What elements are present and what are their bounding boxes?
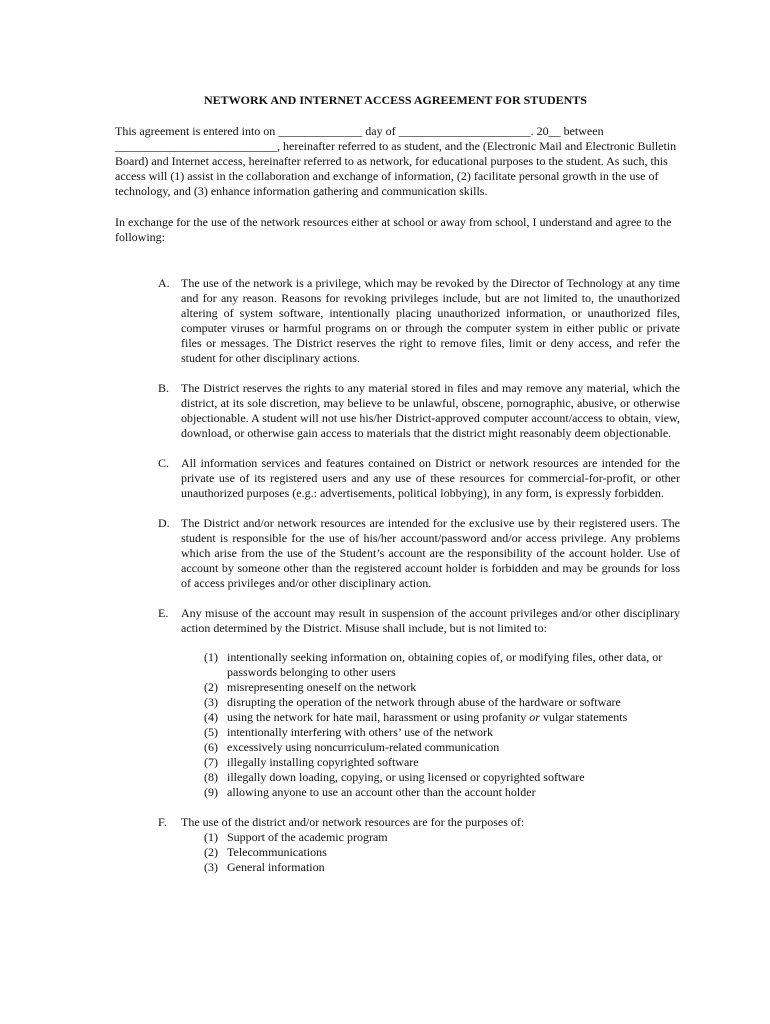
purpose-number: (2) [204,845,218,859]
purpose-item [181,845,680,860]
misuse-number: (5) [204,725,218,739]
term-item-a [115,276,680,366]
terms-list [115,276,680,875]
misuse-item [181,695,680,710]
purpose-text: General information [227,860,325,874]
term-text: Any misuse of the account may result in suspension of the account privileges and/or other disciplinary action determined by the District. Misuse shall include, but is not limited to: [181,606,680,635]
misuse-text-after: vulgar statements [539,710,628,724]
misuse-item [181,740,680,755]
misuse-text: illegally installing copyrighted software [227,755,419,769]
term-letter: D. [158,516,170,530]
misuse-item [181,650,680,680]
misuse-item [181,785,680,800]
misuse-text: disrupting the operation of the network through abuse of the hardware or software [227,695,621,709]
misuse-item [181,770,680,785]
purpose-text: Support of the academic program [227,830,388,844]
misuse-item [181,680,680,695]
term-item-d [115,516,680,591]
misuse-number: (9) [204,785,218,799]
term-letter: E. [158,606,169,620]
purpose-number: (3) [204,860,218,874]
misuse-list [181,650,680,800]
term-letter: A. [158,276,170,290]
misuse-text: misrepresenting oneself on the network [227,680,417,694]
term-item-e [115,606,680,800]
misuse-text: intentionally interfering with others’ use of the network [227,725,494,739]
misuse-text: allowing anyone to use an account other than the account holder [227,785,536,799]
misuse-number: (8) [204,770,218,784]
misuse-item [181,725,680,740]
misuse-number: (3) [204,695,218,709]
intro-paragraph: This agreement is entered into on ______________ day of ______________________. 20__ between ___________________________, hereinafter referred to as student, and the (Electronic Mail and Electronic Bulletin Board) and Internet access, hereinafter referred to as network, for educational purposes to the student. As such, this access will (1) assist in the collaboration and exchange of information, (2) facilitate personal growth in the use of technology, and (3) enhance information gathering and communication skills. [115,124,677,198]
misuse-text [227,710,627,724]
misuse-number: (7) [204,755,218,769]
exchange-paragraph: In exchange for the use of the network resources either at school or away from school, I understand and agree to the following: [115,215,672,244]
misuse-text: intentionally seeking information on, obtaining copies of, or modifying files, other data, or passwords belonging to other users [227,650,663,679]
purpose-list [181,830,680,875]
term-text: The use of the network is a privilege, which may be revoked by the Director of Technology at any time and for any reason. Reasons for revoking privileges include, but are not limited to, the unauthorized altering of system software, intentionally placing unauthorized information, or unauthorized files, computer viruses or harmful programs on or through the computer system in either public or private files or messages. The District reserves the right to remove files, limit or deny access, and refer the student for other disciplinary actions. [181,276,680,365]
document-title: NETWORK AND INTERNET ACCESS AGREEMENT FOR STUDENTS [204,93,587,107]
misuse-number: (2) [204,680,218,694]
purpose-item [181,860,680,875]
misuse-item [181,710,680,725]
term-letter: B. [158,381,170,395]
misuse-item [181,755,680,770]
term-text: The District and/or network resources are intended for the exclusive use by their registered users. The student is responsible for the use of his/her account/password and/or access privilege. Any problems which arise from the use of the Student’s account are the responsibility of the account holder. Use of account by someone other than the registered account holder is forbidden and may be grounds for loss of access privileges and/or other disciplinary action. [181,516,680,590]
term-item-c [115,456,680,501]
purpose-number: (1) [204,830,218,844]
term-letter: C. [158,456,170,470]
purpose-item [181,830,680,845]
term-text: All information services and features contained on District or network resources are intended for the private use of its registered users and any use of these resources for commercial-for-profit, or other unauthorized purposes (e.g.: advertisements, political lobbying), in any form, is expressly forbidden. [181,456,680,500]
purpose-text: Telecommunications [227,845,327,859]
misuse-text: illegally down loading, copying, or using licensed or copyrighted software [227,770,585,784]
misuse-number: (1) [204,650,218,664]
term-text: The use of the district and/or network resources are for the purposes of: [181,815,525,829]
misuse-text-italic: or [529,710,540,724]
misuse-number: (4) [204,710,218,724]
term-letter: F. [158,815,167,829]
misuse-number: (6) [204,740,218,754]
term-item-b [115,381,680,441]
term-item-f [115,815,680,875]
term-text: The District reserves the rights to any material stored in files and may remove any material, which the district, at its sole discretion, may believe to be unlawful, obscene, pornographic, abusive, or otherwise objectionable. A student will not use his/her District-approved computer account/access to obtain, view, download, or otherwise gain access to materials that the district might reasonably deem objectionable. [181,381,680,440]
misuse-text-before: using the network for hate mail, harassment or using profanity [227,710,530,724]
misuse-text: excessively using noncurriculum-related communication [227,740,500,754]
